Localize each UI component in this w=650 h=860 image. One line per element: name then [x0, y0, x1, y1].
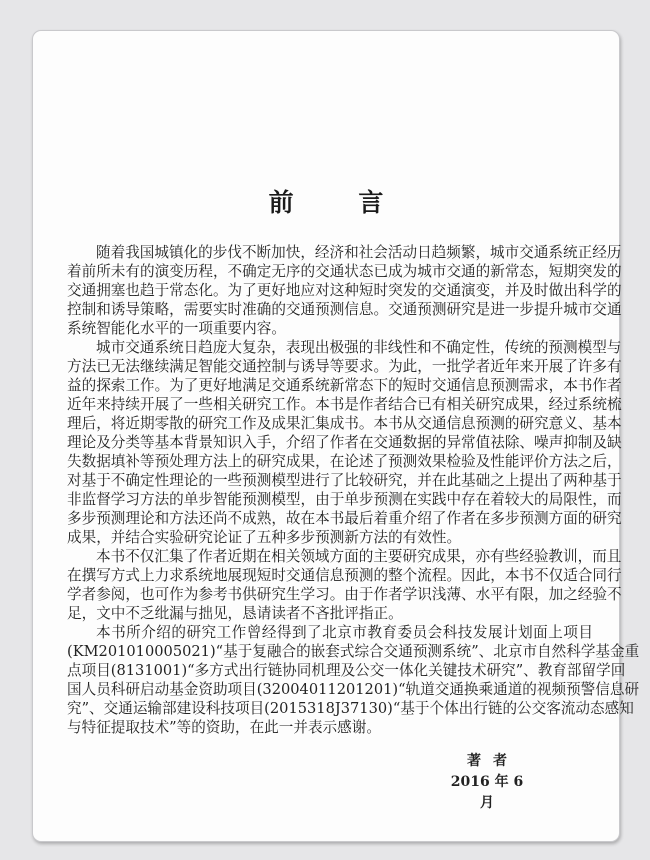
text-line: 方法已无法继续满足智能交通控制与诱导等要求。为此，一批学者近年来开展了许多有	[67, 358, 622, 375]
text-line: 点项目(8131001)“多方式出行链协同机理及公交一体化关键技术研究”、教育部留学回	[67, 662, 626, 679]
text-line: 理后，将近期零散的研究工作及成果汇集成书。本书从交通信息预测的研究意义、基本	[67, 415, 622, 432]
text-line: 多步预测理论和方法还尚不成熟，故在本书最后着重介绍了作者在多步预测方面的研究	[67, 510, 622, 527]
text-line: 足，文中不乏纰漏与拙见，恳请读者不吝批评指正。	[67, 605, 403, 622]
text-line: 本书所介绍的研究工作曾经得到了北京市教育委员会科技发展计划面上项目	[96, 624, 593, 641]
text-line: 成果，并结合实验研究论证了五种多步预测新方法的有效性。	[67, 529, 462, 546]
signature-block	[447, 751, 527, 814]
text-line: 学者参阅，也可作为参考书供研究生学习。由于作者学识浅薄、水平有限，加之经验不	[67, 586, 622, 603]
text-line: 交通拥塞也趋于常态化。为了更好地应对这种短时突发的交通演变，并及时做出科学的	[67, 282, 622, 299]
text-line: 本书不仅汇集了作者近期在相关领域方面的主要研究成果，亦有些经验教训，而且	[96, 548, 622, 565]
text-line: 理论及分类等基本背景知识入手，介绍了作者在交通数据的异常值祛除、噪声抑制及缺	[67, 434, 622, 451]
signature-date: 2016 年 6 月	[450, 774, 524, 811]
preface-body	[67, 243, 640, 737]
text-line: 国人员科研启动基金资助项目(32004011201201)“轨道交通换乘通道的视频预警信息研	[67, 681, 640, 698]
text-line: 着前所未有的演变历程，不确定无序的交通状态已成为城市交通的新常态，短期突发的	[67, 263, 622, 280]
text-line: 对基于不确定性理论的一些预测模型进行了比较研究，并在此基础之上提出了两种基于	[67, 472, 622, 489]
signature-author: 著者	[467, 753, 519, 769]
text-line: 与特征提取技术”等的资助，在此一并表示感谢。	[67, 719, 381, 736]
text-line: (KM201010005021)“基于复融合的嵌套式综合交通预测系统”、北京市自然科学基金重	[67, 643, 640, 660]
text-line: 失数据填补等预处理方法上的研究成果，在论述了预测效果检验及性能评价方法之后，	[67, 453, 622, 470]
text-line: 随着我国城镇化的步伐不断加快，经济和社会活动日趋频繁，城市交通系统正经历	[96, 244, 622, 261]
paragraph	[67, 243, 622, 338]
text-line: 系统智能化水平的一项重要内容。	[67, 320, 286, 337]
text-line: 在撰写方式上力求系统地展现短时交通信息预测的整个流程。因此，本书不仅适合同行	[67, 567, 622, 584]
text-line: 益的探索工作。为了更好地满足交通系统新常态下的短时交通信息预测需求，本书作者	[67, 377, 622, 394]
paragraph	[67, 338, 622, 547]
text-line: 究”、交通运输部建设科技项目(2015318J37130)“基于个体出行链的公交客流动态感知	[67, 700, 634, 717]
text-line: 城市交通系统日趋庞大复杂，表现出极强的非线性和不确定性，传统的预测模型与	[96, 339, 622, 356]
page-title: 前 言	[268, 188, 412, 217]
paragraph	[67, 623, 640, 737]
text-line: 非监督学习方法的单步智能预测模型，由于单步预测在实践中存在着较大的局限性，而	[67, 491, 622, 508]
paragraph	[67, 547, 622, 623]
text-line: 控制和诱导策略，需要实时准确的交通预测信息。交通预测研究是进一步提升城市交通	[67, 301, 622, 318]
book-page	[32, 30, 640, 842]
text-line: 近年来持续开展了一些相关研究工作。本书是作者结合已有相关研究成果，经过系统梳	[67, 396, 622, 413]
